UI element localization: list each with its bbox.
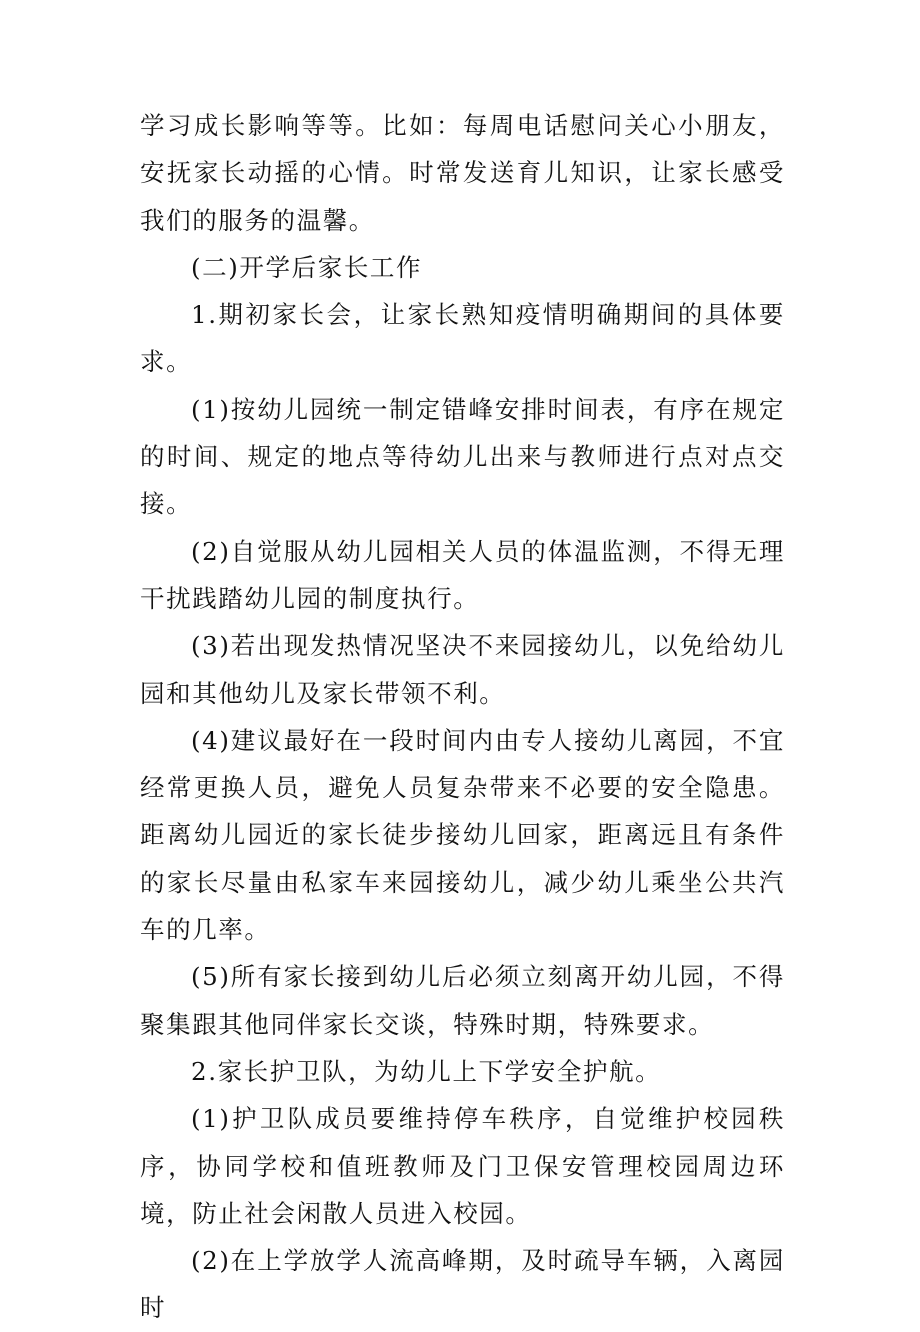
document-body <box>140 102 785 1332</box>
section-heading: (二)开学后家长工作 <box>191 252 423 282</box>
list-item-3: (3)若出现发热情况坚决不来园接幼儿，以免给幼儿园和其他幼儿及家长带领不利。 <box>140 631 785 708</box>
list-item-5: (5)所有家长接到幼儿后必须立刻离开幼儿园，不得聚集跟其他同伴家长交谈，特殊时期，特殊要求。 <box>140 962 785 1039</box>
list-item-4: (4)建议最好在一段时间内由专人接幼儿离园，不宜经常更换人员，避免人员复杂带来不必要的安全隐患。距离幼儿园近的家长徒步接幼儿回家，距离远且有条件的家长尽量由私家车来园接幼儿，减少幼儿乘坐公共汽车的几率。 <box>140 725 785 945</box>
list-item-2: (2)自觉服从幼儿园相关人员的体温监测，不得无理干扰践踏幼儿园的制度执行。 <box>140 536 785 613</box>
subheading-parent-meeting: 1.期初家长会，让家长熟知疫情明确期间的具体要求。 <box>140 300 785 377</box>
guard-item-1: (1)护卫队成员要维持停车秩序，自觉维护校园秩序，协同学校和值班教师及门卫保安管理校园周边环境，防止社会闲散人员进入校园。 <box>140 1104 785 1228</box>
paragraph-continuation: 学习成长影响等等。比如：每周电话慰问关心小朋友，安抚家长动摇的心情。时常发送育儿知识，让家长感受我们的服务的温馨。 <box>140 111 785 235</box>
list-item-1: (1)按幼儿园统一制定错峰安排时间表，有序在规定的时间、规定的地点等待幼儿出来与教师进行点对点交接。 <box>140 394 785 519</box>
subheading-parent-guard: 2.家长护卫队，为幼儿上下学安全护航。 <box>191 1056 662 1086</box>
guard-item-2: (2)在上学放学人流高峰期，及时疏导车辆，入离园时 <box>140 1246 785 1323</box>
